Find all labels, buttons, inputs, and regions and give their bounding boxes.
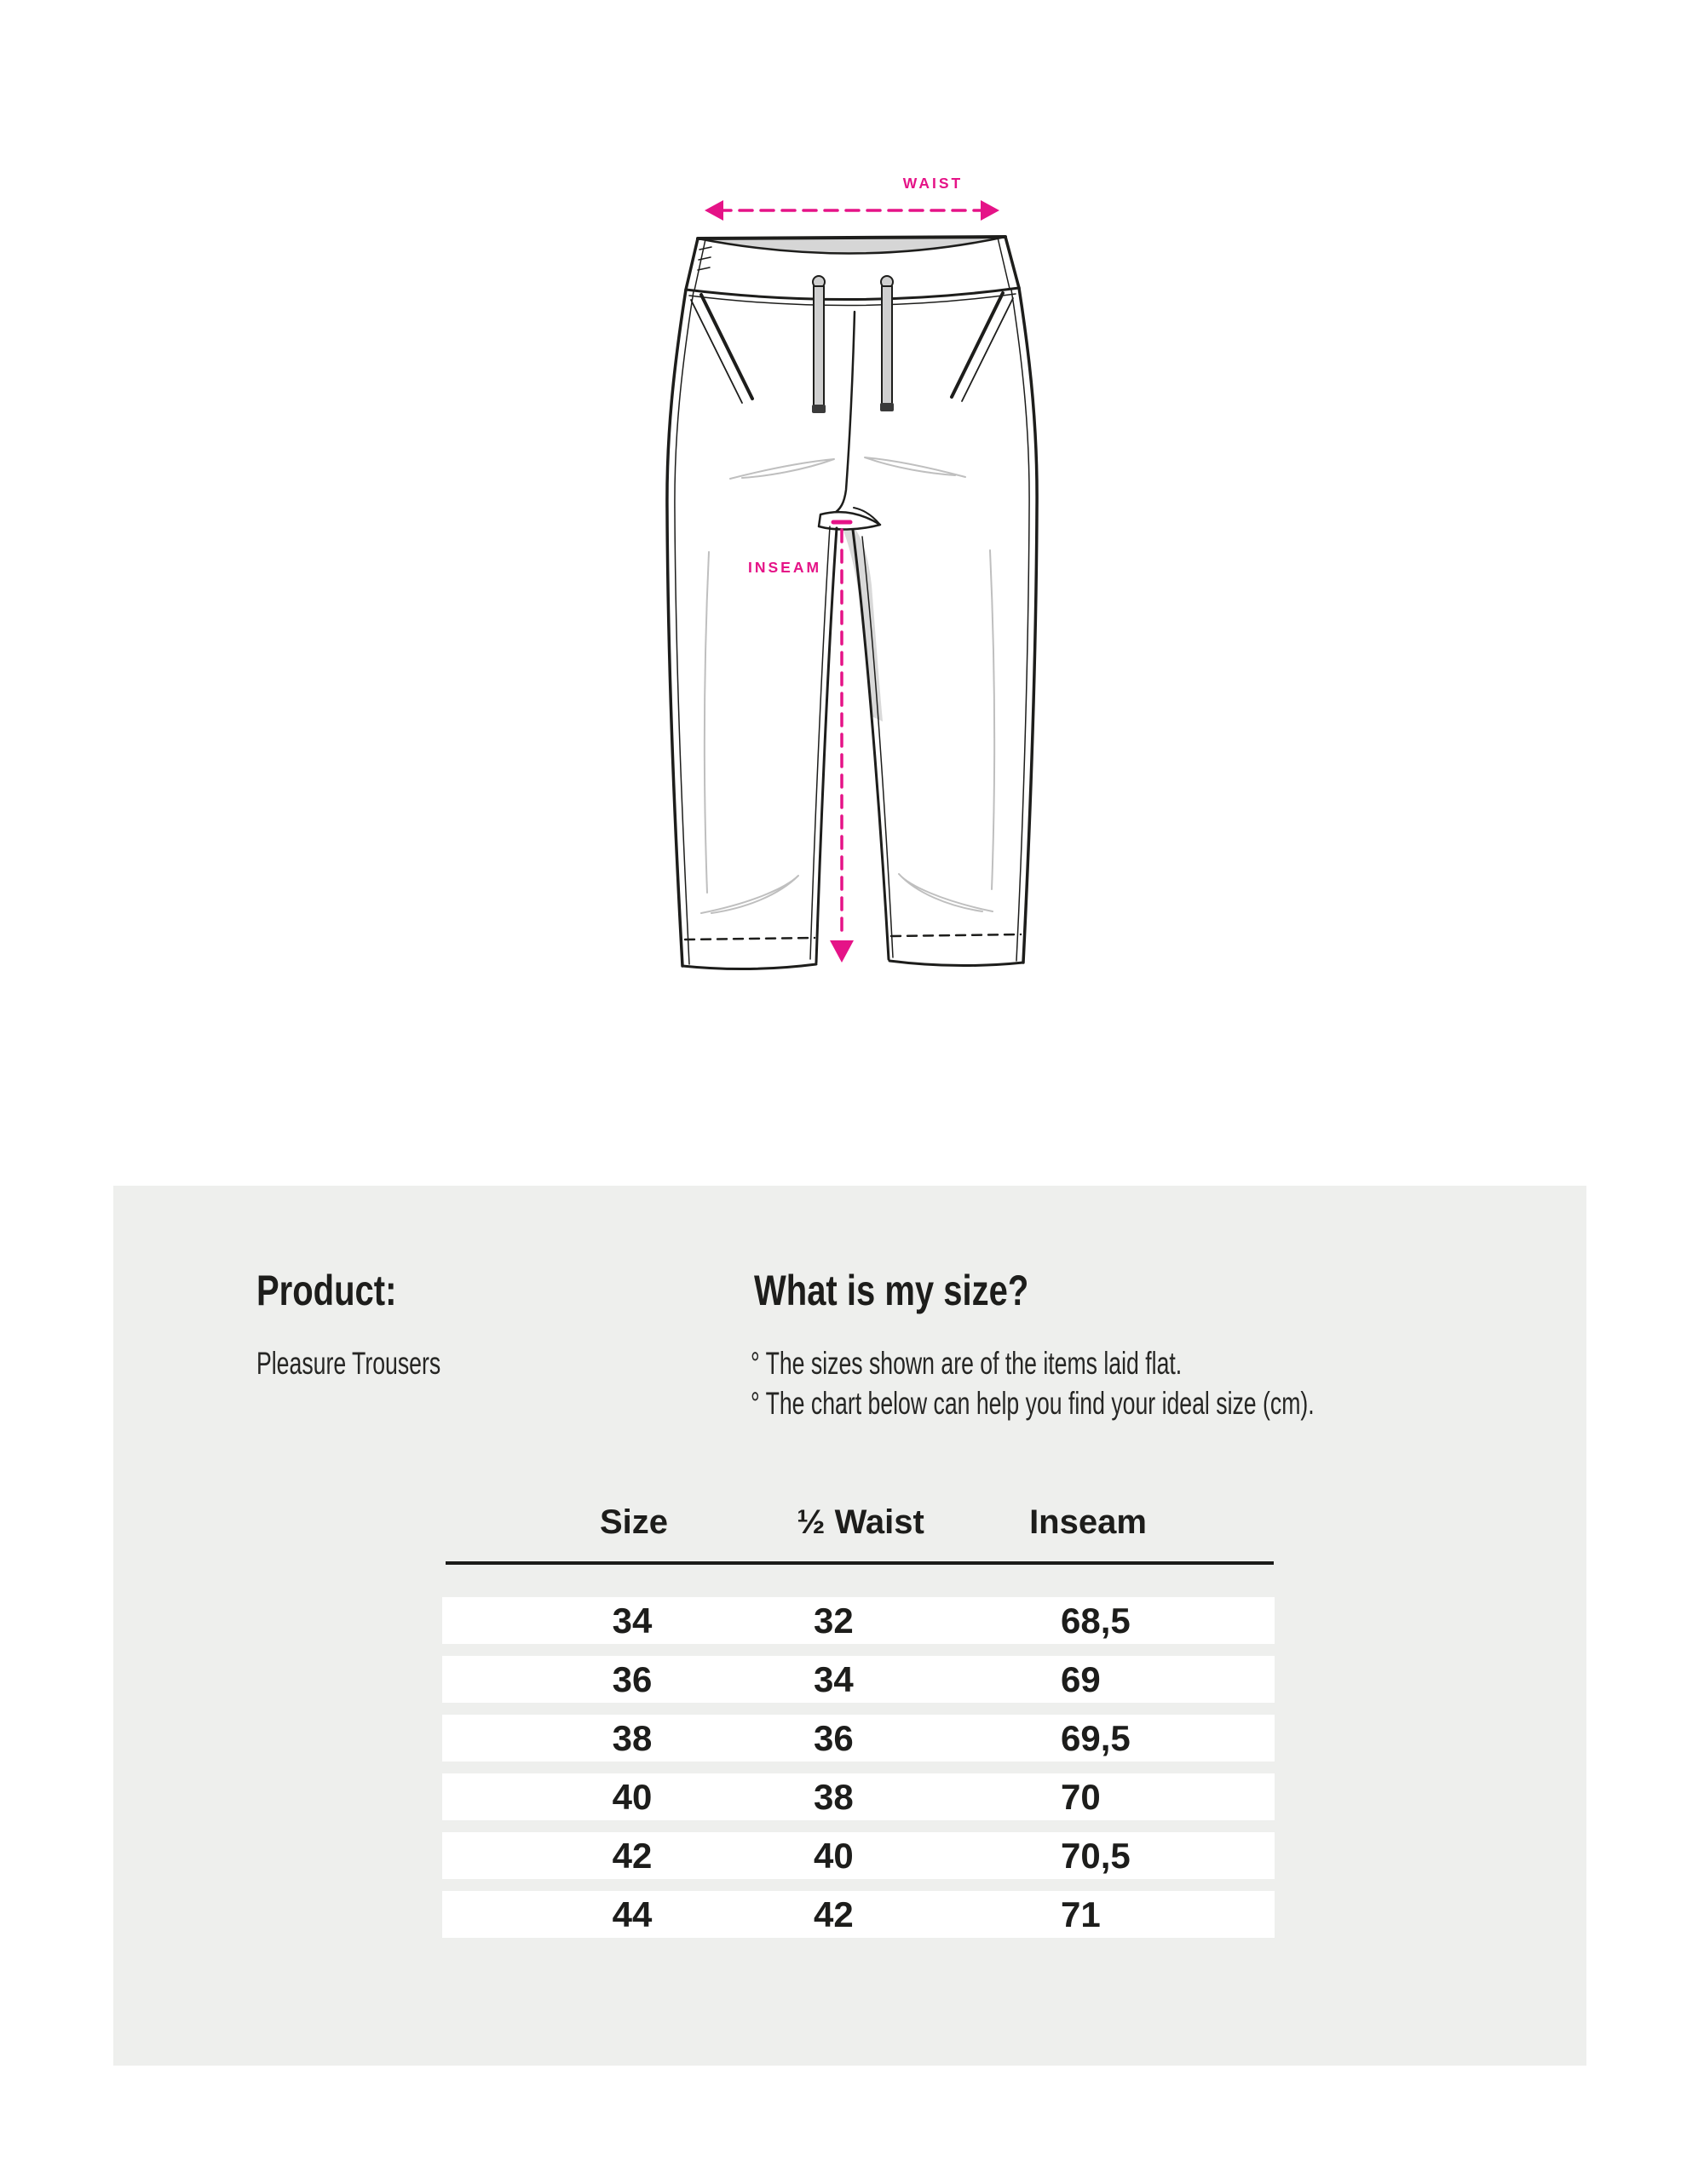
trousers-flat-sketch — [652, 162, 1044, 980]
waist-arrowhead-left — [705, 200, 723, 221]
waist-value: 32 — [814, 1601, 854, 1641]
table-row — [442, 1715, 1275, 1762]
size-note-1: ° The sizes shown are of the items laid flat. — [751, 1346, 1183, 1381]
waist-value: 36 — [814, 1718, 854, 1758]
inseam-value: 70 — [1061, 1777, 1101, 1817]
size-value: 38 — [612, 1718, 653, 1758]
column-header-size: Size — [599, 1503, 669, 1541]
trousers-diagram — [652, 162, 1044, 980]
waist-value: 38 — [814, 1777, 854, 1817]
product-name: Pleasure Trousers — [256, 1346, 441, 1381]
inseam-value: 70,5 — [1061, 1836, 1131, 1876]
left-hem-stitch — [685, 938, 815, 940]
waistband-top-edge — [698, 237, 1005, 239]
waist-value: 34 — [814, 1659, 854, 1699]
right-hem — [889, 961, 1023, 966]
size-value: 40 — [612, 1777, 653, 1817]
right-pocket-opening — [952, 293, 1003, 397]
center-front-seam — [832, 312, 855, 514]
size-value: 44 — [612, 1894, 653, 1934]
waist-arrowhead-right — [981, 200, 999, 221]
waist-value: 40 — [814, 1836, 854, 1876]
table-row — [442, 1891, 1275, 1938]
inseam-value: 68,5 — [1061, 1601, 1131, 1641]
left-pocket-opening — [701, 295, 752, 399]
column-header-waist: ½ Waist — [797, 1503, 924, 1541]
size-value: 36 — [612, 1659, 653, 1699]
size-value: 34 — [612, 1601, 653, 1641]
product-heading: Product: — [256, 1267, 397, 1314]
waist-value: 42 — [814, 1894, 854, 1934]
column-header-inseam: Inseam — [1029, 1503, 1147, 1541]
inseam-arrowhead — [830, 940, 854, 963]
inseam-value: 71 — [1061, 1894, 1101, 1934]
table-row — [442, 1597, 1275, 1644]
right-hem-stitch — [891, 934, 1021, 936]
table-row — [442, 1832, 1275, 1879]
table-row — [442, 1656, 1275, 1703]
left-hem — [682, 964, 816, 969]
size-question-heading: What is my size? — [754, 1267, 1029, 1314]
table-row — [442, 1773, 1275, 1820]
waistband-bottom-seam — [686, 288, 1019, 300]
table-header-rule — [446, 1561, 1274, 1565]
inseam-value: 69,5 — [1061, 1718, 1131, 1758]
inseam-label: INSEAM — [747, 559, 822, 576]
size-note-2: ° The chart below can help you find your ideal size (cm). — [751, 1386, 1315, 1421]
inseam-value: 69 — [1061, 1659, 1101, 1699]
size-value: 42 — [612, 1836, 653, 1876]
measurement-marks — [705, 200, 999, 963]
waist-label: WAIST — [902, 175, 964, 192]
